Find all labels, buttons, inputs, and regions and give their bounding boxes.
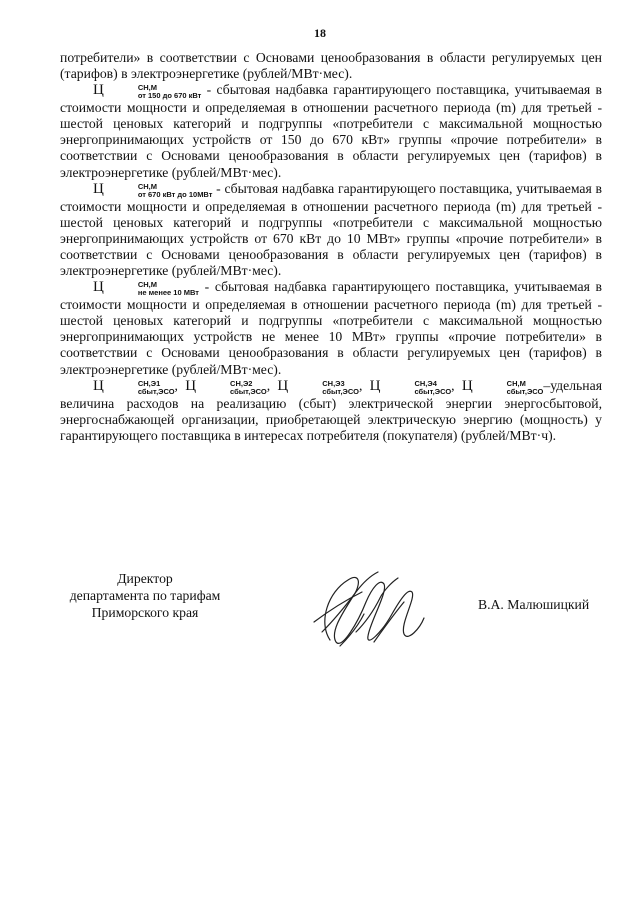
definition-text: - сбытовая надбавка гарантирующего поставщика, учитываемая в стоимости мощности и определяемая в отношении расчетного периода (m) для третьей - шестой ценовых категорий и подгруппы «потребители с максимальной мощностью энергопринимающих устройств не менее 10 МВт» группы «прочие потребители» в соответствии с Основами ценообразования в области регулируемых цен (тарифов) в электроэнергетике (рублей/МВт·мес). [60, 279, 602, 377]
page-number: 18 [314, 26, 326, 40]
formula-superscript: СН,Э1 [137, 378, 161, 388]
definition-10-plus [60, 279, 602, 377]
formula-separator: , [451, 377, 462, 393]
document-body [60, 50, 602, 444]
formula-superscript: СН,М [137, 280, 158, 290]
formula-subscript: не менее 10 МВт [137, 288, 199, 298]
formula-superscript: СН,М [137, 181, 158, 191]
formula-symbol: Ц [369, 377, 381, 394]
definition-text: - сбытовая надбавка гарантирующего поставщика, учитываемая в стоимости мощности и определяемая в отношении расчетного периода (m) для третьей - шестой ценовых категорий и подгруппы «потребители с максимальной мощностью энергопринимающих устройств от 150 до 670 кВт» группы «прочие потребители» в соответствии с Основами ценообразования в области регулируемых цен (тарифов) в электроэнергетике (рублей/МВт·мес). [60, 82, 602, 180]
formula-superscript: СН,М [137, 83, 158, 93]
formula-superscript: СН,Э4 [414, 378, 437, 388]
formula-symbol: Ц [461, 377, 473, 394]
position-line: департамента по тарифам [69, 588, 221, 603]
formula-symbol: Ц [185, 377, 197, 394]
formula-superscript: СН,Э2 [230, 378, 253, 388]
formula-symbol: Ц [93, 82, 104, 99]
formula-subscript: сбыт,ЭСО [322, 386, 359, 396]
definition-text: - сбытовая надбавка гарантирующего поставщика, учитываемая в стоимости мощности и определяемая в отношении расчетного периода (m) для третьей - шестой ценовых категорий и подгруппы «потребители с максимальной мощностью энергопринимающих устройств от 670 кВт до 10 МВт» группы «прочие потребители» в соответствии с Основами ценообразования в области регулируемых цен (тарифов) в электроэнергетике (рублей/МВт·мес). [60, 180, 602, 279]
definition-670-10 [60, 181, 602, 279]
formula-superscript: СН,М [506, 378, 526, 388]
formula-subscript: сбыт,ЭСО [230, 386, 267, 396]
signer-name: В.А. Малюшицкий [478, 597, 590, 612]
handwritten-signature [300, 562, 430, 652]
formula-separator: , [358, 377, 370, 393]
formula-separator: , [174, 377, 186, 393]
paragraph-continuation: потребители» в соответствии с Основами ценообразования в области регулируемых цен (тарифов) в электроэнергетике (рублей/МВт·мес). [60, 50, 602, 82]
formula-symbol: Ц [93, 279, 104, 296]
formula-symbol: Ц [93, 180, 104, 197]
definition-text: –удельная величина расходов на реализацию (сбыт) электрической энергии энергосбытовой, энергоснабжающей организации, приобретающей электрическую энергию (мощность) у гарантирующего поставщика в интересах потребителя (покупателя) (рублей/МВт·ч). [60, 377, 602, 443]
formula-subscript: от 670 кВт до 10МВт [137, 189, 213, 199]
formula-superscript: СН,Э3 [322, 378, 345, 388]
formula-symbol: Ц [93, 377, 104, 394]
definition-150-670 [60, 82, 602, 180]
formula-subscript: сбыт,ЭСО [414, 386, 452, 396]
signature-block [0, 570, 640, 650]
formula-terms [93, 377, 544, 396]
position-line: Директор [117, 571, 173, 586]
formula-subscript: сбыт,ЭСО [506, 386, 544, 396]
definition-eso [60, 378, 602, 444]
formula-separator: , [266, 377, 278, 393]
formula-subscript: сбыт,ЭСО [137, 386, 175, 396]
signer-position [60, 570, 230, 621]
formula-subscript: от 150 до 670 кВт [137, 91, 202, 101]
position-line: Приморского края [91, 605, 199, 620]
formula-symbol: Ц [277, 377, 289, 394]
